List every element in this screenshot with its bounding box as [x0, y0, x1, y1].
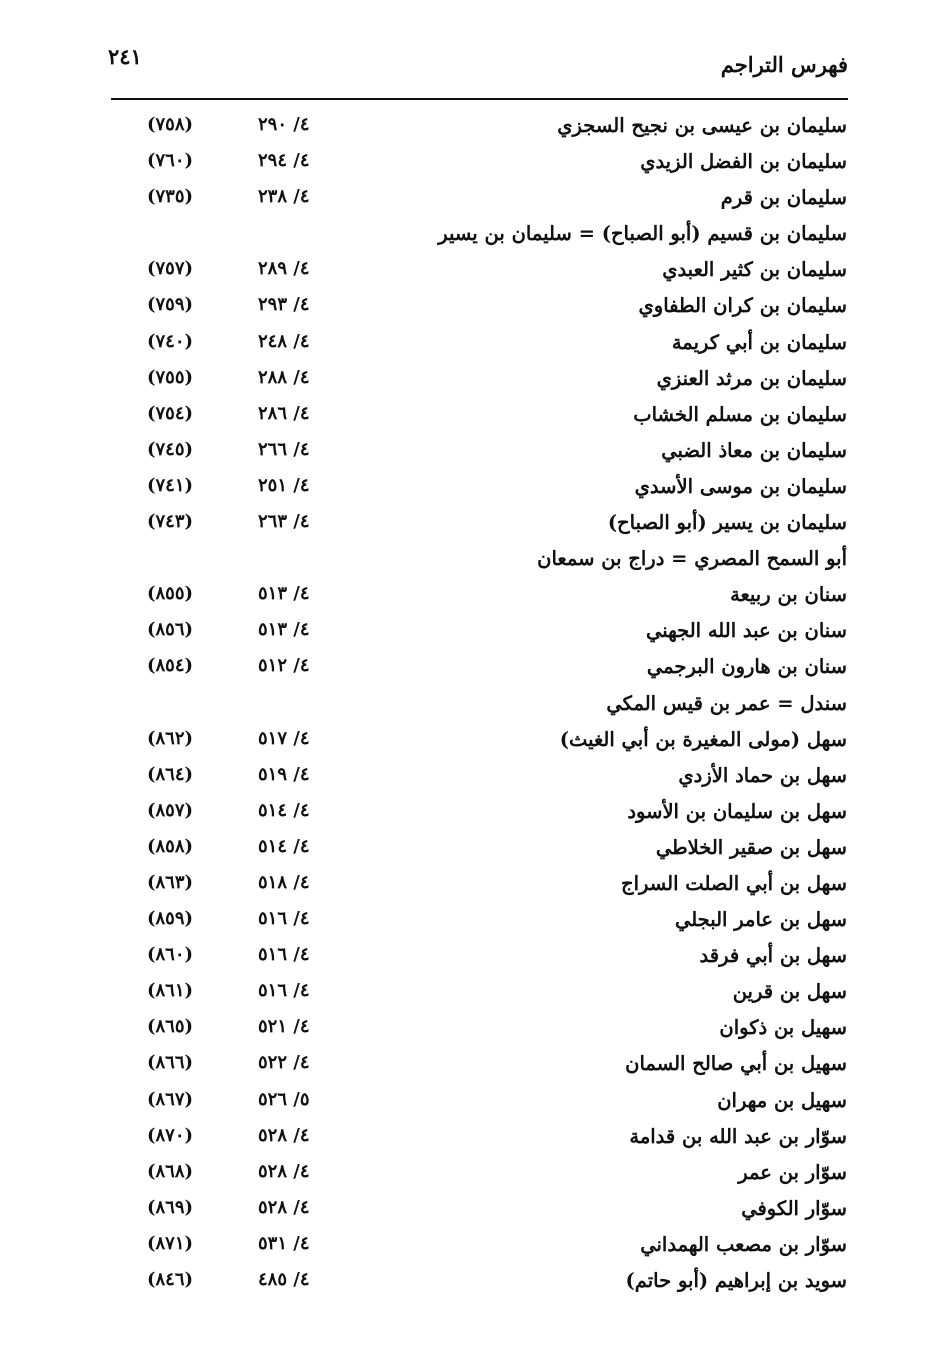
entry-name: سهل بن سليمان بن الأسود	[627, 799, 847, 823]
entry-number: (٨٧٠)	[146, 1124, 194, 1146]
entry-volume-page: ٤/ ٢٦٣	[258, 511, 310, 533]
entry-name: سليمان بن قسيم (أبو الصباح) = سليمان بن يسير	[438, 222, 847, 246]
entry-volume-page: ٤/ ٥١٢	[258, 655, 310, 677]
entry-number: (٨٥٨)	[146, 835, 194, 857]
entry-number: (٨٤٦)	[146, 1269, 194, 1290]
index-entry	[0, 1265, 935, 1301]
entry-volume-page: ٤/ ٢٩٣	[258, 294, 310, 316]
index-entry	[0, 940, 935, 976]
entry-name: سهل بن أبي فرقد	[699, 944, 847, 968]
entry-name: سنان بن عبد الله الجهني	[645, 619, 847, 643]
entry-name: سهل (مولى المغيرة بن أبي الغيث)	[559, 727, 847, 751]
index-entry	[0, 1229, 935, 1265]
entry-volume-page: ٤/ ٢٣٨	[258, 186, 310, 208]
entry-name: سليمان بن عيسى بن نجيح السجزي	[557, 114, 847, 137]
index-entry	[0, 976, 935, 1012]
index-entry	[0, 1121, 935, 1157]
entry-number: (٨٥٤)	[146, 655, 194, 677]
entry-volume-page: ٤/ ٥٣١	[258, 1232, 310, 1254]
entry-volume-page: ٤/ ٥١٦	[258, 944, 310, 966]
entry-volume-page: ٥/ ٥٢٦	[258, 1088, 310, 1110]
index-entry	[0, 760, 935, 796]
entry-number: (٨٦٢)	[146, 727, 194, 749]
index-entry	[0, 832, 935, 868]
index-entry	[0, 327, 935, 363]
index-entry	[0, 1193, 935, 1229]
index-entry	[0, 1012, 935, 1048]
entry-name: سهل بن صقير الخلاطي	[655, 835, 847, 859]
entry-number: (٨٦٣)	[146, 871, 194, 893]
entry-volume-page: ٤/ ٥٢٨	[258, 1124, 310, 1146]
index-entry	[0, 724, 935, 760]
index-entry	[0, 1048, 935, 1084]
entry-number: (٨٥٥)	[146, 583, 194, 605]
entry-name: سوّار الكوفي	[741, 1196, 847, 1220]
index-entry	[0, 651, 935, 687]
entry-volume-page: ٤/ ٥١٦	[258, 980, 310, 1002]
index-entry	[0, 1085, 935, 1121]
entry-number: (٧٥٩)	[146, 294, 194, 316]
entry-name: سهل بن حماد الأزدي	[678, 763, 847, 787]
entry-number: (٨٦٠)	[146, 944, 194, 966]
entry-number: (٨٧١)	[146, 1232, 194, 1254]
entry-number: (٧٤٥)	[146, 438, 194, 460]
entry-number: (٧٤٠)	[146, 330, 194, 352]
index-entry	[0, 218, 935, 254]
index-entries	[0, 110, 935, 1301]
index-entry	[0, 1157, 935, 1193]
entry-name: سوّار بن مصعب الهمداني	[640, 1232, 847, 1256]
entry-number: (٨٦٤)	[146, 763, 194, 785]
entry-number: (٨٦٥)	[146, 1016, 194, 1038]
entry-volume-page: ٤/ ٥١٩	[258, 763, 310, 785]
entry-name: سهل بن عامر البجلي	[674, 908, 847, 932]
entry-number: (٨٦٩)	[146, 1196, 194, 1218]
entry-name: سليمان بن مسلم الخشاب	[633, 402, 847, 426]
entry-volume-page: ٤/ ٢٨٩	[258, 258, 310, 280]
entry-name: سليمان بن أبي كريمة	[671, 330, 847, 354]
index-entry	[0, 290, 935, 326]
entry-name: سنان بن ربيعة	[730, 583, 847, 607]
index-entry	[0, 399, 935, 435]
running-header-title: فهرس التراجم	[720, 52, 848, 77]
entry-name: سندل = عمر بن قيس المكي	[606, 691, 847, 715]
entry-number: (٨٦٨)	[146, 1160, 194, 1182]
entry-name: سليمان بن الفضل الزيدي	[640, 150, 847, 174]
index-entry	[0, 471, 935, 507]
entry-number: (٨٦٧)	[146, 1088, 194, 1110]
entry-volume-page: ٤/ ٢٥١	[258, 474, 310, 496]
entry-name: سليمان بن مرثد العنزي	[656, 366, 847, 390]
entry-volume-page: ٤/ ٥١٧	[258, 727, 310, 749]
page-number: ٢٤١	[108, 44, 142, 69]
entry-name: أبو السمح المصري = دراج بن سمعان	[537, 547, 847, 571]
index-entry	[0, 110, 935, 146]
entry-number: (٧٥٧)	[146, 258, 194, 280]
entry-name: سوّار بن عمر	[738, 1160, 847, 1184]
entry-volume-page: ٤/ ٢٩٤	[258, 150, 310, 172]
entry-number: (٨٥٧)	[146, 799, 194, 821]
entry-name: سليمان بن كثير العبدي	[662, 258, 847, 282]
index-entry	[0, 688, 935, 724]
entry-number: (٧٥٨)	[146, 114, 194, 135]
index-entry	[0, 507, 935, 543]
index-entry	[0, 254, 935, 290]
index-entry	[0, 796, 935, 832]
entry-volume-page: ٤/ ٤٨٥	[258, 1269, 310, 1290]
entry-number: (٧٥٤)	[146, 402, 194, 424]
entry-volume-page: ٤/ ٥١٨	[258, 871, 310, 893]
entry-name: سليمان بن موسى الأسدي	[634, 474, 847, 498]
index-entry	[0, 182, 935, 218]
entry-name: سليمان بن قرم	[720, 186, 847, 210]
entry-number: (٧٦٠)	[146, 150, 194, 172]
entry-number: (٨٦١)	[146, 980, 194, 1002]
entry-volume-page: ٤/ ٢٤٨	[258, 330, 310, 352]
entry-name: سليمان بن يسير (أبو الصباح)	[607, 511, 847, 535]
entry-volume-page: ٤/ ٥٢٢	[258, 1052, 310, 1074]
entry-number: (٧٤٣)	[146, 511, 194, 533]
index-entry	[0, 543, 935, 579]
entry-volume-page: ٤/ ٢٩٠	[258, 114, 310, 135]
entry-volume-page: ٤/ ٢٦٦	[258, 438, 310, 460]
index-entry	[0, 615, 935, 651]
entry-volume-page: ٤/ ٥٢٨	[258, 1196, 310, 1218]
entry-number: (٧٥٥)	[146, 366, 194, 388]
entry-name: سهيل بن ذكوان	[719, 1016, 847, 1040]
entry-name: سهيل بن أبي صالح السمان	[625, 1052, 847, 1076]
entry-name: سنان بن هارون البرجمي	[646, 655, 847, 679]
index-entry	[0, 435, 935, 471]
entry-name: سهل بن قرين	[732, 980, 847, 1004]
header-rule	[111, 98, 848, 100]
index-entry	[0, 904, 935, 940]
entry-name: سويد بن إبراهيم (أبو حاتم)	[625, 1269, 847, 1292]
entry-name: سليمان بن كران الطفاوي	[638, 294, 847, 318]
index-entry	[0, 579, 935, 615]
entry-volume-page: ٤/ ٢٨٨	[258, 366, 310, 388]
entry-name: سليمان بن معاذ الضبي	[661, 438, 847, 462]
index-entry	[0, 146, 935, 182]
entry-volume-page: ٤/ ٥١٤	[258, 799, 310, 821]
entry-number: (٧٤١)	[146, 474, 194, 496]
entry-volume-page: ٤/ ٥٢٨	[258, 1160, 310, 1182]
entry-volume-page: ٤/ ٥١٤	[258, 835, 310, 857]
entry-volume-page: ٤/ ٥٢١	[258, 1016, 310, 1038]
entry-volume-page: ٤/ ٥١٣	[258, 619, 310, 641]
entry-name: سوّار بن عبد الله بن قدامة	[629, 1124, 847, 1148]
entry-volume-page: ٤/ ٥١٣	[258, 583, 310, 605]
entry-number: (٨٥٩)	[146, 908, 194, 930]
entry-number: (٨٥٦)	[146, 619, 194, 641]
entry-name: سهيل بن مهران	[717, 1088, 847, 1112]
entry-number: (٧٣٥)	[146, 186, 194, 208]
entry-volume-page: ٤/ ٢٨٦	[258, 402, 310, 424]
index-entry	[0, 363, 935, 399]
index-entry	[0, 868, 935, 904]
entry-name: سهل بن أبي الصلت السراج	[620, 871, 847, 895]
entry-number: (٨٦٦)	[146, 1052, 194, 1074]
entry-volume-page: ٤/ ٥١٦	[258, 908, 310, 930]
